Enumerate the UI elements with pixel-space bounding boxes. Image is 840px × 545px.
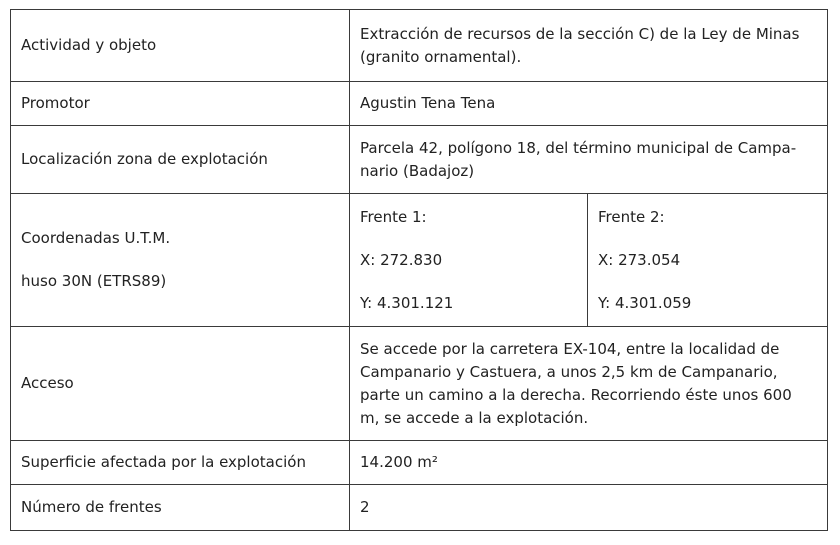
- row-surface: [11, 441, 828, 485]
- surface-value: 14.200 m²: [350, 441, 828, 485]
- location-value-line-1: Parcela 42, polígono 18, del término municipal de Campa-: [360, 138, 797, 157]
- row-fronts: [11, 485, 828, 531]
- promotor-label: Promotor: [11, 82, 350, 126]
- row-location: [11, 126, 828, 194]
- project-info-table: [10, 9, 828, 531]
- front-1-coordinates: [350, 194, 588, 327]
- front-2-y: Y: 4.301.059: [598, 293, 692, 312]
- location-value: [350, 126, 828, 194]
- surface-label: Superficie afectada por la explotación: [11, 441, 350, 485]
- access-value: [350, 327, 828, 441]
- activity-value: [350, 10, 828, 82]
- activity-value-line-1: Extracción de recursos de la sección C) de la Ley de Minas: [360, 24, 800, 43]
- row-activity: [11, 10, 828, 82]
- front-1-x: X: 272.830: [360, 250, 443, 269]
- front-2-x: X: 273.054: [598, 250, 681, 269]
- row-promotor: [11, 82, 828, 126]
- access-value-line-2: Campanario y Castuera, a unos 2,5 km de Campanario,: [360, 362, 778, 381]
- coordinates-label-line-2: huso 30N (ETRS89): [21, 272, 167, 290]
- location-value-line-2: nario (Badajoz): [360, 161, 475, 180]
- access-value-line-1: Se accede por la carretera EX-104, entre la localidad de: [360, 339, 780, 358]
- front-2-coordinates: [588, 194, 828, 327]
- fronts-label: Número de frentes: [11, 485, 350, 531]
- access-value-line-4: m, se accede a la explotación.: [360, 408, 589, 427]
- coordinates-label-line-1: Coordenadas U.T.M.: [21, 229, 171, 247]
- fronts-value: 2: [350, 485, 828, 531]
- access-value-line-3: parte un camino a la derecha. Recorriendo éste unos 600: [360, 385, 792, 404]
- front-1-title: Frente 1:: [360, 207, 427, 226]
- row-access: [11, 327, 828, 441]
- coordinates-label: [11, 194, 350, 327]
- activity-value-line-2: (granito ornamental).: [360, 47, 522, 66]
- location-label: Localización zona de explotación: [11, 126, 350, 194]
- front-2-title: Frente 2:: [598, 207, 665, 226]
- access-label: Acceso: [11, 327, 350, 441]
- promotor-value: Agustin Tena Tena: [350, 82, 828, 126]
- activity-label: Actividad y objeto: [11, 10, 350, 82]
- front-1-y: Y: 4.301.121: [360, 293, 454, 312]
- row-coordinates: [11, 194, 828, 327]
